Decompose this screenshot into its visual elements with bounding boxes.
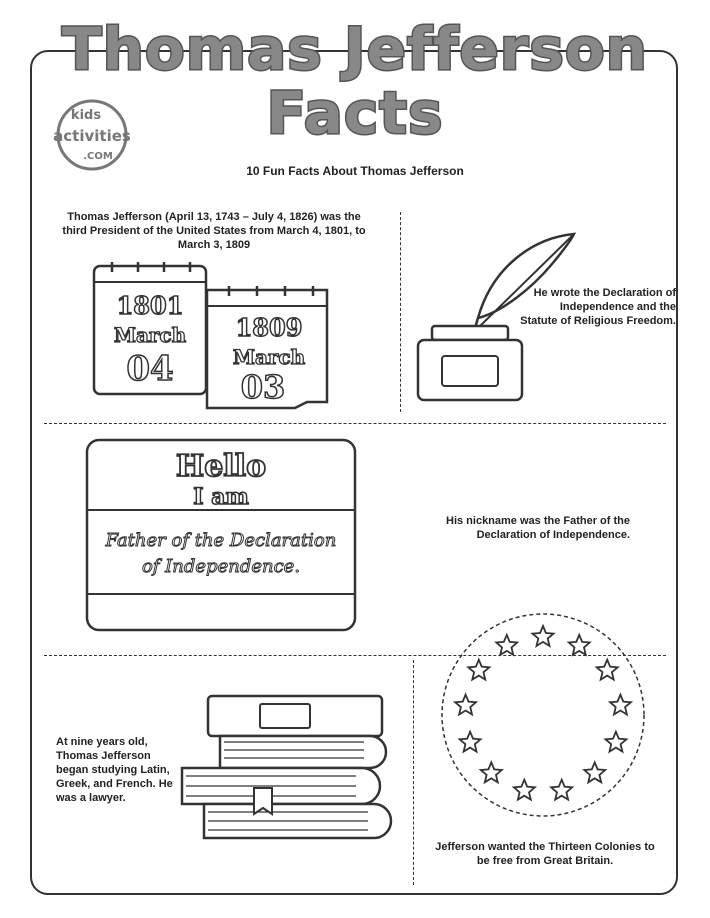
nametag-hello: Hello	[175, 449, 267, 484]
divider-vertical-top	[400, 212, 401, 412]
fact-colonies-text: Jefferson wanted the Thirteen Colonies to be free from Great Britain.	[435, 841, 655, 867]
logo-word-com: .COM	[83, 151, 113, 162]
divider-vertical-bottom	[413, 660, 414, 885]
nametag-father: Father of the Declaration	[105, 530, 337, 551]
star-icon	[496, 635, 517, 655]
calendar2-year: 1809	[235, 313, 303, 342]
nametag-independence: of Independence.	[141, 556, 301, 577]
calendar1-day: 04	[126, 349, 174, 389]
logo-word-activities: activities	[53, 127, 131, 145]
star-icon	[455, 695, 476, 715]
page-title-line1: Thomas Jefferson	[62, 15, 648, 83]
star-icon	[514, 780, 535, 800]
page-title-line2: Facts	[266, 79, 444, 147]
logo-word-kids: kids	[70, 108, 102, 123]
fact-presidency-text: Thomas Jefferson (April 13, 1743 – July 4, 1826) was the third President of the United States from March 4, 1801, to March 3, 1809	[62, 211, 366, 251]
star-icon	[569, 635, 590, 655]
fact-studies-text: At nine years old, Thomas Jefferson began studying Latin, Greek, and French. He was a lawyer.	[56, 736, 173, 804]
star-icon	[533, 626, 554, 646]
star-icon	[468, 660, 489, 680]
star-icon	[460, 732, 481, 752]
fact-declaration-author-text: He wrote the Declaration of Independence and the Statute of Religious Freedom.	[520, 287, 676, 327]
star-icon	[610, 695, 631, 715]
calendar-icon	[203, 280, 333, 410]
books-icon	[180, 694, 388, 840]
subtitle: 10 Fun Facts About Thomas Jefferson	[246, 164, 464, 178]
calendar1-year: 1801	[116, 291, 184, 320]
star-icon	[551, 780, 572, 800]
inkwell-icon	[418, 326, 522, 400]
kids-activities-logo	[46, 97, 138, 171]
nametag-i-am: I am	[193, 484, 249, 510]
fact-nickname-text: His nickname was the Father of the Declaration of Independence.	[446, 515, 630, 541]
star-icon	[597, 660, 618, 680]
star-circle-icon	[440, 612, 646, 818]
star-icon	[584, 762, 605, 782]
name-tag-icon	[85, 438, 357, 632]
calendar2-month: March	[232, 345, 306, 369]
star-icon	[606, 732, 627, 752]
calendar-icon	[90, 258, 210, 398]
calendar1-month: March	[113, 323, 187, 347]
calendar2-day: 03	[240, 368, 286, 406]
divider-horizontal-1	[44, 423, 666, 424]
star-icon	[481, 762, 502, 782]
